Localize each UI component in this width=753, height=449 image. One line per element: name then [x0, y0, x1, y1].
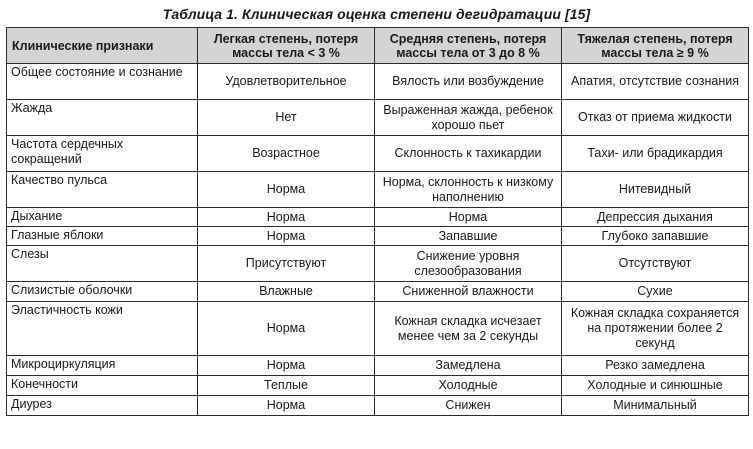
table-row	[7, 396, 749, 416]
moderate-cell: Склонность к тахикардии	[375, 136, 562, 172]
mild-cell: Норма	[198, 396, 375, 416]
mild-cell: Норма	[198, 227, 375, 246]
table-caption: Таблица 1. Клиническая оценка степени дегидратации [15]	[162, 6, 591, 22]
dehydration-table	[6, 27, 749, 416]
severe-cell: Резко замедлена	[562, 356, 749, 376]
sign-cell: Частота сердечных сокращений	[7, 136, 198, 172]
table-row	[7, 302, 749, 356]
moderate-cell: Холодные	[375, 376, 562, 396]
severe-cell: Сухие	[562, 282, 749, 302]
severe-cell: Отсутствуют	[562, 246, 749, 282]
sign-cell: Жажда	[7, 100, 198, 136]
moderate-cell: Норма, склонность к низкому наполнению	[375, 172, 562, 208]
mild-cell: Норма	[198, 356, 375, 376]
sign-cell: Микроциркуляция	[7, 356, 198, 376]
severe-cell: Депрессия дыхания	[562, 208, 749, 227]
table-row	[7, 227, 749, 246]
table-row	[7, 282, 749, 302]
moderate-cell: Снижен	[375, 396, 562, 416]
sign-cell: Конечности	[7, 376, 198, 396]
severe-cell: Тахи- или брадикардия	[562, 136, 749, 172]
header-clinical-signs: Клинические признаки	[7, 28, 198, 64]
severe-cell: Минимальный	[562, 396, 749, 416]
sign-cell: Слезы	[7, 246, 198, 282]
severe-cell: Отказ от приема жидкости	[562, 100, 749, 136]
moderate-cell: Сниженной влажности	[375, 282, 562, 302]
header-row	[7, 28, 749, 64]
sign-cell: Общее состояние и сознание	[7, 64, 198, 100]
mild-cell: Норма	[198, 172, 375, 208]
sign-cell: Глазные яблоки	[7, 227, 198, 246]
sign-cell: Дыхание	[7, 208, 198, 227]
mild-cell: Норма	[198, 208, 375, 227]
moderate-cell: Замедлена	[375, 356, 562, 376]
header-mild: Легкая степень, потеря массы тела < 3 %	[198, 28, 375, 64]
severe-cell: Холодные и синюшные	[562, 376, 749, 396]
table-row	[7, 246, 749, 282]
sign-cell: Эластичность кожи	[7, 302, 198, 356]
mild-cell: Теплые	[198, 376, 375, 396]
table-row	[7, 356, 749, 376]
mild-cell: Возрастное	[198, 136, 375, 172]
severe-cell: Апатия, отсутствие сознания	[562, 64, 749, 100]
header-moderate: Средняя степень, потеря массы тела от 3 до 8 %	[375, 28, 562, 64]
moderate-cell: Вялость или возбуждение	[375, 64, 562, 100]
header-severe: Тяжелая степень, потеря массы тела ≥ 9 %	[562, 28, 749, 64]
severe-cell: Нитевидный	[562, 172, 749, 208]
severe-cell: Глубоко запавшие	[562, 227, 749, 246]
mild-cell: Норма	[198, 302, 375, 356]
mild-cell: Присутствуют	[198, 246, 375, 282]
mild-cell: Влажные	[198, 282, 375, 302]
table-row	[7, 136, 749, 172]
moderate-cell: Снижение уровня слезообразования	[375, 246, 562, 282]
mild-cell: Удовлетворительное	[198, 64, 375, 100]
sign-cell: Качество пульса	[7, 172, 198, 208]
moderate-cell: Кожная складка исчезает менее чем за 2 секунды	[375, 302, 562, 356]
severe-cell: Кожная складка сохраняется на протяжении более 2 секунд	[562, 302, 749, 356]
moderate-cell: Запавшие	[375, 227, 562, 246]
mild-cell: Нет	[198, 100, 375, 136]
table-row	[7, 172, 749, 208]
sign-cell: Диурез	[7, 396, 198, 416]
moderate-cell: Норма	[375, 208, 562, 227]
table-row	[7, 100, 749, 136]
table-row	[7, 208, 749, 227]
table-row	[7, 64, 749, 100]
table-row	[7, 376, 749, 396]
sign-cell: Слизистые оболочки	[7, 282, 198, 302]
moderate-cell: Выраженная жажда, ребенок хорошо пьет	[375, 100, 562, 136]
